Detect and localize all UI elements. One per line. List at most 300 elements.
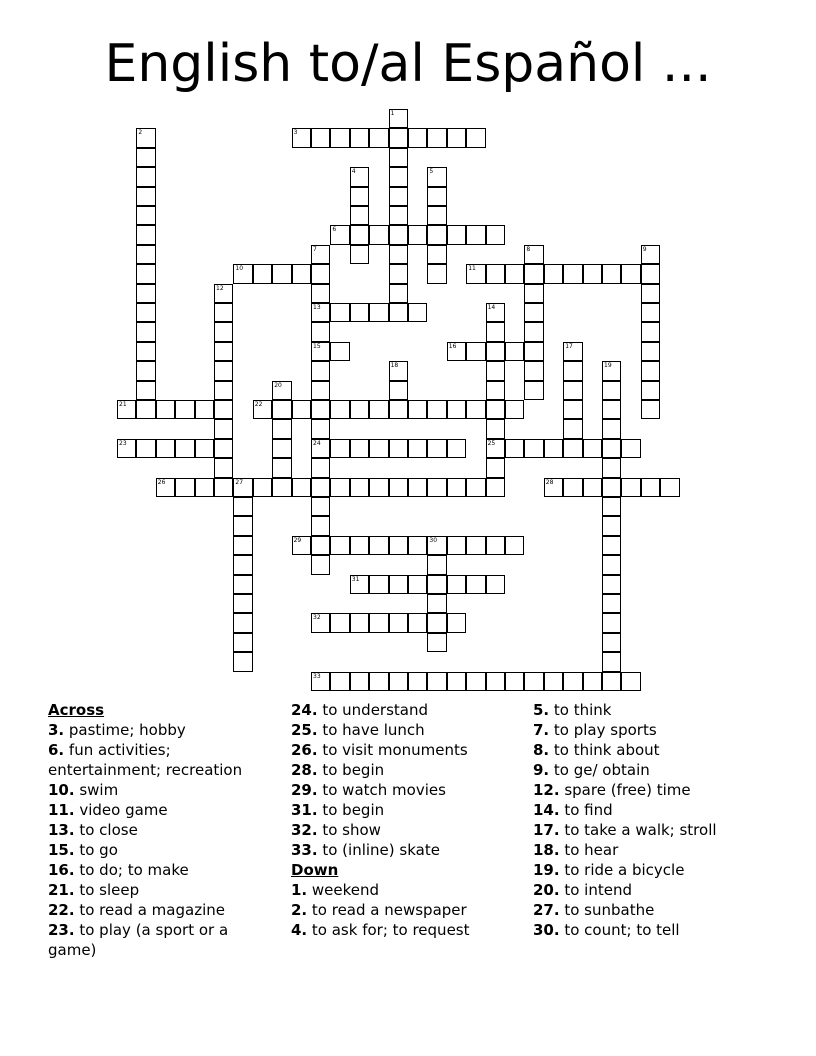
grid-cell[interactable]: [602, 575, 621, 594]
grid-cell[interactable]: [195, 400, 214, 419]
grid-cell[interactable]: [524, 264, 543, 283]
grid-cell[interactable]: [253, 400, 272, 419]
grid-cell[interactable]: [350, 245, 369, 264]
grid-cell[interactable]: [311, 284, 330, 303]
grid-cell[interactable]: [369, 128, 388, 147]
grid-cell[interactable]: [641, 245, 660, 264]
grid-cell[interactable]: [292, 128, 311, 147]
grid-cell[interactable]: [563, 361, 582, 380]
grid-cell[interactable]: [486, 303, 505, 322]
grid-cell[interactable]: [408, 439, 427, 458]
grid-cell[interactable]: [389, 225, 408, 244]
grid-cell[interactable]: [583, 672, 602, 691]
grid-cell[interactable]: [214, 284, 233, 303]
grid-cell[interactable]: [350, 206, 369, 225]
grid-cell[interactable]: [583, 478, 602, 497]
grid-cell[interactable]: [233, 555, 252, 574]
cell-number: 14: [487, 304, 496, 311]
grid-cell[interactable]: [136, 264, 155, 283]
grid-cell[interactable]: [427, 555, 446, 574]
clue-column-1: [48, 700, 278, 960]
grid-cell[interactable]: [408, 575, 427, 594]
grid-cell[interactable]: [233, 264, 252, 283]
grid-cell[interactable]: [292, 400, 311, 419]
grid-cell[interactable]: [486, 575, 505, 594]
cell-number: 8: [526, 245, 531, 253]
clue-text: to play (a sport or a game): [48, 921, 229, 959]
grid-cell[interactable]: [486, 458, 505, 477]
grid-cell[interactable]: [350, 439, 369, 458]
grid-cell[interactable]: [156, 478, 175, 497]
grid-cell[interactable]: [563, 264, 582, 283]
grid-cell[interactable]: [136, 400, 155, 419]
grid-cell[interactable]: [214, 303, 233, 322]
grid-cell[interactable]: [389, 400, 408, 419]
grid-cell[interactable]: [427, 400, 446, 419]
grid-cell[interactable]: [544, 264, 563, 283]
clue-text: to sunbathe: [559, 901, 655, 919]
grid-cell[interactable]: [563, 400, 582, 419]
grid-cell[interactable]: [524, 381, 543, 400]
grid-cell[interactable]: [505, 342, 524, 361]
grid-cell[interactable]: [602, 361, 621, 380]
clue-text: to think about: [549, 741, 660, 759]
clue-text: weekend: [307, 881, 380, 899]
grid-cell[interactable]: [136, 167, 155, 186]
grid-cell[interactable]: [350, 400, 369, 419]
grid-cell[interactable]: [389, 284, 408, 303]
clue-text: to watch movies: [317, 781, 446, 799]
grid-cell[interactable]: [311, 672, 330, 691]
grid-cell[interactable]: [524, 303, 543, 322]
grid-cell[interactable]: [389, 167, 408, 186]
grid-cell[interactable]: [602, 264, 621, 283]
grid-cell[interactable]: [621, 478, 640, 497]
grid-cell[interactable]: [486, 342, 505, 361]
grid-cell[interactable]: [427, 613, 446, 632]
grid-cell[interactable]: [369, 575, 388, 594]
grid-cell[interactable]: [330, 342, 349, 361]
grid-cell[interactable]: [524, 245, 543, 264]
grid-cell[interactable]: [369, 225, 388, 244]
grid-cell[interactable]: [602, 672, 621, 691]
grid-cell[interactable]: [524, 284, 543, 303]
grid-cell[interactable]: [505, 672, 524, 691]
grid-cell[interactable]: [272, 439, 291, 458]
grid-cell[interactable]: [641, 303, 660, 322]
grid-cell[interactable]: [292, 264, 311, 283]
grid-cell[interactable]: [621, 672, 640, 691]
grid-cell[interactable]: [350, 672, 369, 691]
grid-cell[interactable]: [272, 419, 291, 438]
grid-cell[interactable]: [136, 187, 155, 206]
grid-cell[interactable]: [214, 419, 233, 438]
grid-cell[interactable]: [427, 672, 446, 691]
grid-cell[interactable]: [272, 478, 291, 497]
grid-cell[interactable]: [136, 148, 155, 167]
grid-cell[interactable]: [486, 439, 505, 458]
grid-cell[interactable]: [466, 342, 485, 361]
cell-number: 30: [429, 536, 438, 544]
cell-number: 18: [390, 362, 399, 370]
grid-cell[interactable]: [427, 439, 446, 458]
grid-cell[interactable]: [117, 400, 136, 419]
grid-cell[interactable]: [602, 652, 621, 671]
grid-cell[interactable]: [563, 439, 582, 458]
grid-cell[interactable]: [311, 264, 330, 283]
grid-cell[interactable]: [311, 400, 330, 419]
grid-cell[interactable]: [136, 206, 155, 225]
grid-cell[interactable]: [389, 478, 408, 497]
clue-text: to understand: [317, 701, 429, 719]
grid-cell[interactable]: [641, 284, 660, 303]
grid-cell[interactable]: [369, 439, 388, 458]
grid-cell[interactable]: [602, 381, 621, 400]
grid-cell[interactable]: [602, 419, 621, 438]
grid-cell[interactable]: [641, 342, 660, 361]
grid-cell[interactable]: [641, 264, 660, 283]
grid-cell[interactable]: [330, 128, 349, 147]
grid-cell[interactable]: [505, 439, 524, 458]
grid-cell[interactable]: [602, 633, 621, 652]
grid-cell[interactable]: [311, 419, 330, 438]
grid-cell[interactable]: [524, 342, 543, 361]
grid-cell[interactable]: [583, 439, 602, 458]
grid-cell[interactable]: [486, 672, 505, 691]
grid-cell[interactable]: [427, 128, 446, 147]
grid-cell[interactable]: [389, 361, 408, 380]
grid-cell[interactable]: [505, 400, 524, 419]
grid-cell[interactable]: [272, 400, 291, 419]
grid-cell[interactable]: [330, 225, 349, 244]
grid-cell[interactable]: [447, 536, 466, 555]
grid-cell[interactable]: [408, 225, 427, 244]
grid-cell[interactable]: [621, 264, 640, 283]
grid-cell[interactable]: [427, 536, 446, 555]
grid-cell[interactable]: [466, 400, 485, 419]
grid-cell[interactable]: [253, 264, 272, 283]
grid-cell[interactable]: [311, 342, 330, 361]
grid-cell[interactable]: [369, 536, 388, 555]
grid-cell[interactable]: [641, 478, 660, 497]
grid-cell[interactable]: [214, 439, 233, 458]
cell-number: 17: [565, 342, 573, 350]
grid-cell[interactable]: [602, 439, 621, 458]
grid-cell[interactable]: [466, 225, 485, 244]
grid-cell[interactable]: [389, 381, 408, 400]
grid-cell[interactable]: [602, 497, 621, 516]
grid-cell[interactable]: [641, 400, 660, 419]
grid-cell[interactable]: [214, 478, 233, 497]
grid-cell[interactable]: [583, 264, 602, 283]
grid-cell[interactable]: [233, 516, 252, 535]
grid-cell[interactable]: [641, 322, 660, 341]
clue-item: [291, 900, 521, 920]
grid-cell[interactable]: [233, 613, 252, 632]
grid-cell[interactable]: [389, 109, 408, 128]
grid-cell[interactable]: [136, 361, 155, 380]
clue-item: [48, 780, 278, 800]
clue-number: 18.: [533, 841, 560, 859]
grid-cell[interactable]: [369, 478, 388, 497]
grid-cell[interactable]: [389, 672, 408, 691]
grid-cell[interactable]: [136, 284, 155, 303]
grid-cell[interactable]: [447, 478, 466, 497]
grid-cell[interactable]: [524, 322, 543, 341]
grid-cell[interactable]: [311, 381, 330, 400]
grid-cell[interactable]: [486, 400, 505, 419]
grid-cell[interactable]: [486, 381, 505, 400]
grid-cell[interactable]: [350, 187, 369, 206]
grid-cell[interactable]: [233, 478, 252, 497]
grid-cell[interactable]: [544, 439, 563, 458]
grid-cell[interactable]: [311, 361, 330, 380]
grid-cell[interactable]: [563, 381, 582, 400]
clue-text: to go: [74, 841, 118, 859]
grid-cell[interactable]: [350, 167, 369, 186]
grid-cell[interactable]: [563, 478, 582, 497]
grid-cell[interactable]: [369, 672, 388, 691]
grid-cell[interactable]: [447, 672, 466, 691]
grid-cell[interactable]: [311, 516, 330, 535]
grid-cell[interactable]: [466, 128, 485, 147]
grid-cell[interactable]: [175, 400, 194, 419]
grid-cell[interactable]: [544, 478, 563, 497]
cell-number: 16: [448, 342, 457, 350]
grid-cell[interactable]: [233, 633, 252, 652]
grid-cell[interactable]: [408, 478, 427, 497]
grid-cell[interactable]: [330, 303, 349, 322]
grid-cell[interactable]: [389, 575, 408, 594]
grid-cell[interactable]: [524, 672, 543, 691]
grid-cell[interactable]: [350, 478, 369, 497]
grid-cell[interactable]: [350, 575, 369, 594]
grid-cell[interactable]: [156, 400, 175, 419]
grid-cell[interactable]: [524, 361, 543, 380]
grid-cell[interactable]: [330, 613, 349, 632]
grid-cell[interactable]: [602, 400, 621, 419]
grid-cell[interactable]: [195, 478, 214, 497]
grid-cell[interactable]: [486, 419, 505, 438]
grid-cell[interactable]: [136, 342, 155, 361]
grid-cell[interactable]: [408, 672, 427, 691]
grid-cell[interactable]: [311, 478, 330, 497]
grid-cell[interactable]: [389, 439, 408, 458]
grid-cell[interactable]: [156, 439, 175, 458]
grid-cell[interactable]: [233, 594, 252, 613]
cell-number: 13: [313, 304, 321, 311]
grid-cell[interactable]: [272, 264, 291, 283]
grid-cell[interactable]: [427, 478, 446, 497]
grid-cell[interactable]: [544, 672, 563, 691]
grid-cell[interactable]: [447, 439, 466, 458]
grid-cell[interactable]: [427, 264, 446, 283]
grid-cell[interactable]: [330, 536, 349, 555]
grid-cell[interactable]: [350, 225, 369, 244]
grid-cell[interactable]: [136, 322, 155, 341]
grid-cell[interactable]: [311, 497, 330, 516]
grid-cell[interactable]: [330, 400, 349, 419]
grid-cell[interactable]: [466, 672, 485, 691]
grid-cell[interactable]: [389, 245, 408, 264]
grid-cell[interactable]: [447, 575, 466, 594]
grid-cell[interactable]: [117, 439, 136, 458]
grid-cell[interactable]: [214, 342, 233, 361]
grid-cell[interactable]: [408, 303, 427, 322]
grid-cell[interactable]: [272, 458, 291, 477]
grid-cell[interactable]: [311, 536, 330, 555]
grid-cell[interactable]: [602, 536, 621, 555]
across-clue-list-continued: [291, 700, 521, 860]
grid-cell[interactable]: [195, 439, 214, 458]
grid-cell[interactable]: [214, 361, 233, 380]
grid-cell[interactable]: [427, 206, 446, 225]
grid-cell[interactable]: [233, 652, 252, 671]
grid-cell[interactable]: [214, 400, 233, 419]
clue-text: to ride a bicycle: [559, 861, 685, 879]
grid-cell[interactable]: [641, 381, 660, 400]
grid-cell[interactable]: [214, 458, 233, 477]
grid-cell[interactable]: [214, 381, 233, 400]
grid-cell[interactable]: [486, 478, 505, 497]
grid-cell[interactable]: [505, 264, 524, 283]
grid-cell[interactable]: [524, 439, 543, 458]
grid-cell[interactable]: [136, 439, 155, 458]
grid-cell[interactable]: [350, 536, 369, 555]
grid-cell[interactable]: [486, 536, 505, 555]
grid-cell[interactable]: [233, 575, 252, 594]
grid-cell[interactable]: [427, 187, 446, 206]
cell-number: 3: [293, 129, 298, 137]
grid-cell[interactable]: [330, 439, 349, 458]
grid-cell[interactable]: [466, 575, 485, 594]
grid-cell[interactable]: [427, 245, 446, 264]
clue-number: 14.: [533, 801, 560, 819]
grid-cell[interactable]: [214, 322, 233, 341]
grid-cell[interactable]: [350, 128, 369, 147]
grid-cell[interactable]: [311, 555, 330, 574]
grid-cell[interactable]: [563, 342, 582, 361]
grid-cell[interactable]: [621, 439, 640, 458]
grid-cell[interactable]: [389, 264, 408, 283]
grid-cell[interactable]: [311, 303, 330, 322]
grid-cell[interactable]: [389, 187, 408, 206]
grid-cell[interactable]: [350, 613, 369, 632]
grid-cell[interactable]: [427, 167, 446, 186]
grid-cell[interactable]: [136, 225, 155, 244]
grid-cell[interactable]: [369, 303, 388, 322]
clue-item: [48, 840, 278, 860]
grid-cell[interactable]: [447, 225, 466, 244]
grid-cell[interactable]: [311, 128, 330, 147]
grid-cell[interactable]: [427, 633, 446, 652]
grid-cell[interactable]: [389, 613, 408, 632]
grid-cell[interactable]: [466, 478, 485, 497]
grid-cell[interactable]: [369, 400, 388, 419]
grid-cell[interactable]: [602, 458, 621, 477]
grid-cell[interactable]: [272, 381, 291, 400]
grid-cell[interactable]: [175, 478, 194, 497]
grid-cell[interactable]: [253, 478, 272, 497]
clue-text: to think: [549, 701, 612, 719]
grid-cell[interactable]: [602, 478, 621, 497]
grid-cell[interactable]: [427, 575, 446, 594]
grid-cell[interactable]: [311, 245, 330, 264]
grid-cell[interactable]: [602, 613, 621, 632]
clue-number: 21.: [48, 881, 75, 899]
grid-cell[interactable]: [311, 322, 330, 341]
grid-cell[interactable]: [563, 419, 582, 438]
grid-cell[interactable]: [233, 536, 252, 555]
grid-cell[interactable]: [408, 128, 427, 147]
grid-cell[interactable]: [486, 361, 505, 380]
clue-number: 28.: [291, 761, 318, 779]
grid-cell[interactable]: [505, 536, 524, 555]
grid-cell[interactable]: [389, 303, 408, 322]
clue-number: 29.: [291, 781, 318, 799]
clue-item: [533, 900, 763, 920]
grid-cell[interactable]: [447, 400, 466, 419]
grid-cell[interactable]: [602, 555, 621, 574]
grid-cell[interactable]: [292, 536, 311, 555]
clue-item: [533, 780, 763, 800]
grid-cell[interactable]: [311, 439, 330, 458]
grid-cell[interactable]: [369, 613, 388, 632]
grid-cell[interactable]: [389, 536, 408, 555]
grid-cell[interactable]: [389, 206, 408, 225]
grid-cell[interactable]: [427, 225, 446, 244]
grid-cell[interactable]: [486, 264, 505, 283]
grid-cell[interactable]: [292, 478, 311, 497]
grid-cell[interactable]: [330, 478, 349, 497]
grid-cell[interactable]: [408, 536, 427, 555]
grid-cell[interactable]: [311, 613, 330, 632]
grid-cell[interactable]: [466, 264, 485, 283]
grid-cell[interactable]: [486, 322, 505, 341]
clue-item: [533, 820, 763, 840]
clue-column-2: [291, 700, 521, 940]
grid-cell[interactable]: [330, 672, 349, 691]
grid-cell[interactable]: [602, 516, 621, 535]
grid-cell[interactable]: [350, 303, 369, 322]
grid-cell[interactable]: [447, 342, 466, 361]
grid-cell[interactable]: [311, 458, 330, 477]
clue-item: [533, 880, 763, 900]
clue-item: [48, 820, 278, 840]
clue-item: [291, 880, 521, 900]
grid-cell[interactable]: [136, 303, 155, 322]
grid-cell[interactable]: [660, 478, 679, 497]
grid-cell[interactable]: [136, 381, 155, 400]
grid-cell[interactable]: [486, 225, 505, 244]
grid-cell[interactable]: [389, 148, 408, 167]
grid-cell[interactable]: [175, 439, 194, 458]
grid-cell[interactable]: [602, 594, 621, 613]
grid-cell[interactable]: [136, 128, 155, 147]
grid-cell[interactable]: [136, 245, 155, 264]
grid-cell[interactable]: [466, 536, 485, 555]
grid-cell[interactable]: [427, 594, 446, 613]
grid-cell[interactable]: [563, 672, 582, 691]
grid-cell[interactable]: [408, 613, 427, 632]
grid-cell[interactable]: [447, 613, 466, 632]
grid-cell[interactable]: [408, 400, 427, 419]
grid-cell[interactable]: [447, 128, 466, 147]
grid-cell[interactable]: [233, 497, 252, 516]
grid-cell[interactable]: [641, 361, 660, 380]
grid-cell[interactable]: [389, 128, 408, 147]
cell-number: 19: [604, 362, 612, 370]
